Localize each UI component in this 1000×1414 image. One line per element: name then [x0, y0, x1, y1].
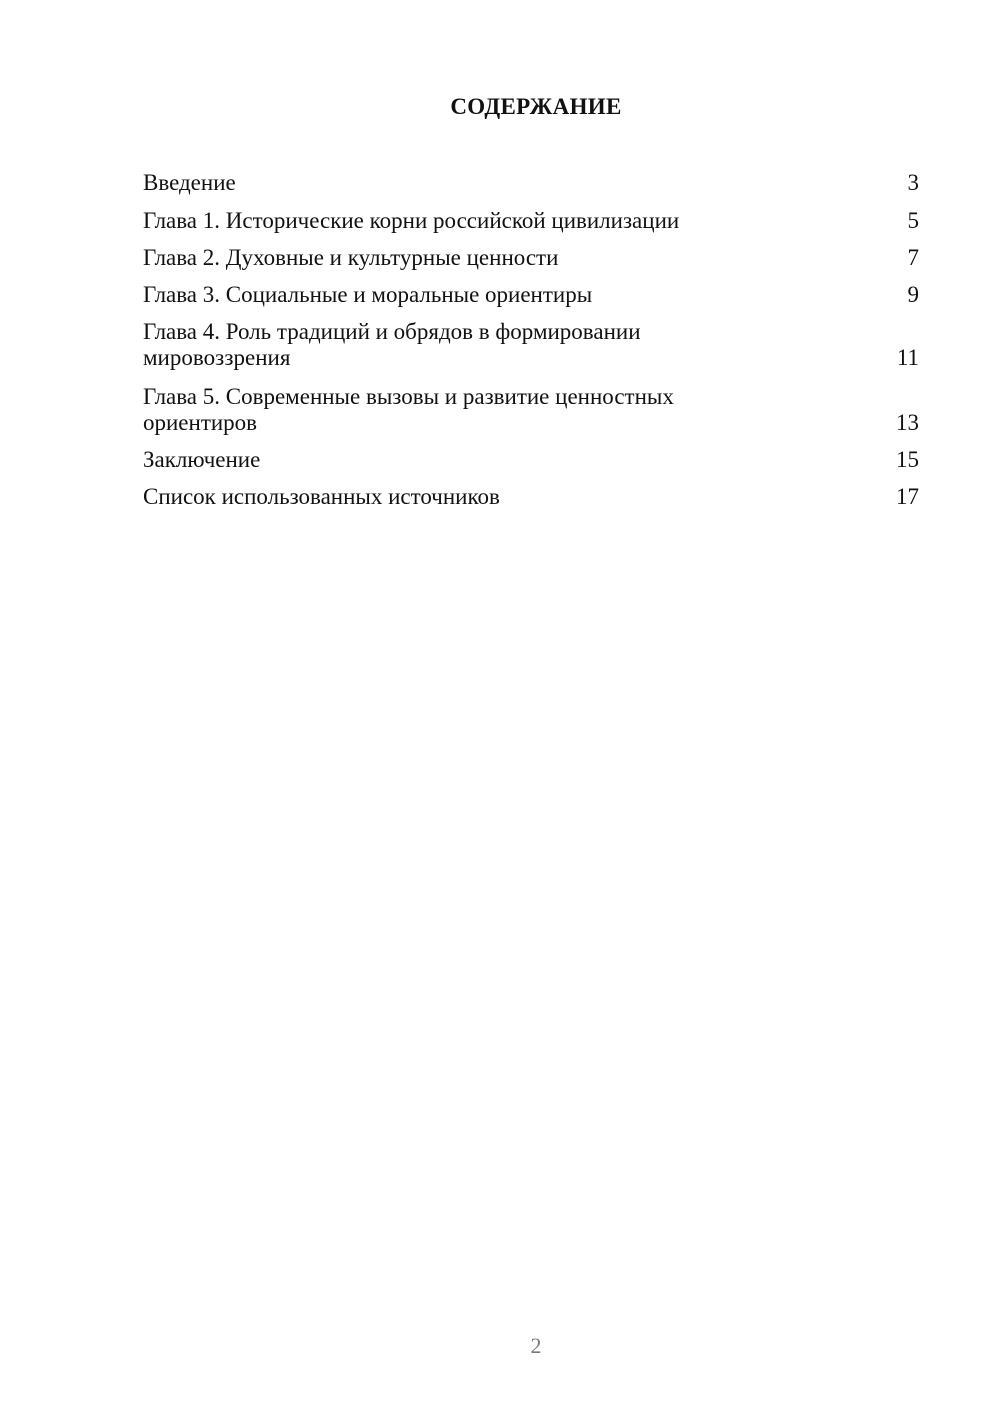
toc-entry-title: Глава 2. Духовные и культурные ценности — [143, 245, 559, 270]
toc-entry-title: Список использованных источников — [143, 484, 500, 509]
toc-entry-page: 17 — [896, 484, 919, 509]
toc-entry-conclusion — [143, 447, 919, 473]
toc-entry-chapter-5 — [143, 384, 919, 436]
toc-entry-title: Глава 3. Социальные и моральные ориентиры — [143, 282, 593, 307]
page-number: 2 — [530, 1333, 542, 1358]
toc-entry-page: 11 — [896, 345, 919, 370]
toc-entry-chapter-1 — [143, 208, 919, 234]
toc-entry-references — [143, 484, 919, 510]
toc-entry-page: 15 — [896, 447, 919, 472]
toc-entry-page: 9 — [907, 282, 919, 307]
toc-entry-chapter-3 — [143, 282, 919, 308]
page-title: СОДЕРЖАНИЕ — [450, 94, 622, 119]
toc-entry-introduction — [143, 170, 919, 196]
toc-entry-title: Введение — [143, 170, 236, 195]
toc-entry-title: Глава 5. Современные вызовы и развитие ценностных ориентиров — [143, 384, 674, 435]
toc-entry-page: 3 — [907, 170, 919, 195]
toc-entry-page: 7 — [907, 245, 919, 270]
toc-entry-page: 13 — [896, 410, 919, 435]
toc-entry-title: Заключение — [143, 447, 261, 472]
table-of-contents — [143, 170, 919, 510]
toc-entry-title: Глава 4. Роль традиций и обрядов в формировании мировоззрения — [143, 319, 641, 370]
toc-entry-page: 5 — [907, 208, 919, 233]
toc-entry-chapter-2 — [143, 245, 919, 271]
toc-entry-chapter-4 — [143, 319, 919, 371]
toc-entry-title: Глава 1. Исторические корни российской цивилизации — [143, 208, 680, 233]
